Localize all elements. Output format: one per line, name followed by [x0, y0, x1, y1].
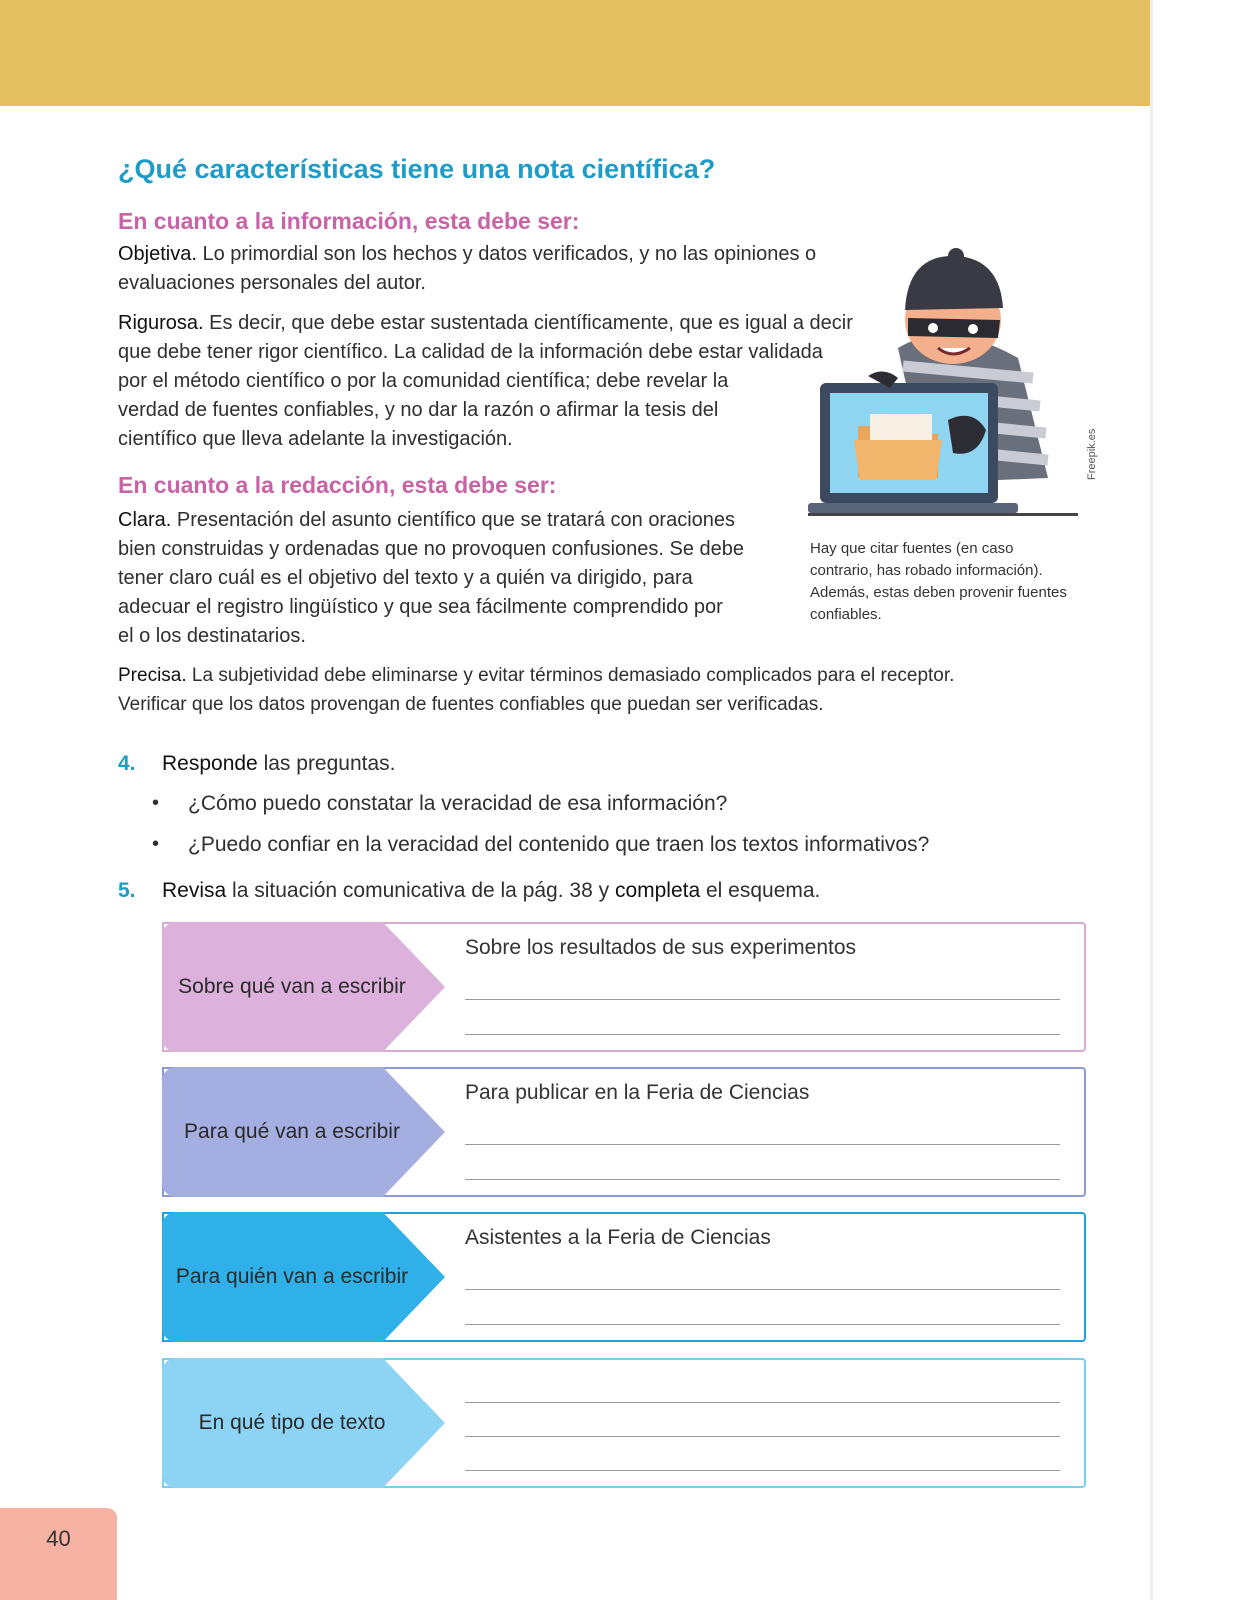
schema-label: Sobre qué van a escribir	[178, 975, 406, 998]
schema-row-para-que	[162, 1067, 1084, 1195]
answer-line	[465, 1402, 1060, 1403]
clara-line: Presentación del asunto científico que se tratará con oraciones	[171, 509, 736, 531]
page-edge	[1150, 0, 1153, 1600]
bullet-icon: •	[152, 833, 160, 855]
schema-label: En qué tipo de texto	[198, 1411, 386, 1434]
redaccion-section-title: En cuanto a la redacción, esta debe ser:	[118, 472, 557, 498]
precisa-line: La subjetividad debe eliminarse y evitar términos demasiado complicados para el receptor.	[186, 665, 955, 686]
question-item: ¿Cómo puedo constatar la veracidad de esa información?	[188, 792, 728, 815]
rigurosa-line: Es decir, que debe estar sustentada científicamente, que es igual a decir	[203, 312, 853, 334]
activity-4-instruction	[162, 752, 396, 776]
figure-caption	[810, 538, 1100, 626]
objetiva-line: Lo primordial son los hechos y datos verificados, y no las opiniones o	[196, 243, 817, 265]
info-section-title: En cuanto a la información, esta debe ser:	[118, 208, 580, 234]
answer-line	[465, 1436, 1060, 1437]
rigurosa-paragraph	[118, 309, 898, 454]
activity-4-verb: Responde	[162, 752, 258, 775]
activity-5-instruction	[162, 879, 820, 903]
clara-line: adecuar el registro lingüístico y que sea fácilmente comprendido por	[118, 596, 723, 618]
activity-5-rest: el esquema.	[700, 879, 821, 902]
rigurosa-term: Rigurosa.	[118, 312, 204, 334]
rigurosa-line: que debe tener rigor científico. La calidad de la información debe estar validada	[118, 341, 823, 363]
header-band	[0, 0, 1150, 106]
answer-line	[465, 999, 1060, 1000]
schema-row-sobre-que	[162, 922, 1084, 1050]
image-credit: Freepik.es	[1086, 428, 1098, 480]
schema-row-tipo-texto	[162, 1358, 1084, 1486]
clara-term: Clara.	[118, 509, 172, 531]
answer-line	[465, 1289, 1060, 1290]
activity-4-number: 4.	[118, 752, 136, 775]
page-number: 40	[46, 1526, 71, 1551]
answer-line	[465, 1144, 1060, 1145]
schema-label: Para qué van a escribir	[184, 1120, 400, 1143]
objetiva-paragraph	[118, 240, 898, 298]
activity-5-verb-revisa: Revisa	[162, 879, 227, 902]
objetiva-line: evaluaciones personales del autor.	[118, 272, 426, 294]
activity-5-middle: la situación comunicativa de la pág. 38 y	[226, 879, 615, 902]
bullet-icon: •	[152, 792, 160, 814]
answer-line	[465, 1324, 1060, 1325]
page-title: ¿Qué características tiene una nota científica?	[118, 154, 716, 184]
rigurosa-line: por el método científico o por la comunidad científica; debe revelar la	[118, 370, 729, 392]
activity-5-verb-completa: completa	[614, 879, 701, 902]
precisa-line: Verificar que los datos provengan de fuentes confiables que puedan ser verificadas.	[118, 694, 824, 715]
caption-line: confiables.	[810, 606, 882, 623]
clara-line: tener claro cuál es el objetivo del texto y a quién va dirigido, para	[118, 567, 693, 589]
rigurosa-line: científico que lleva adelante la investigación.	[118, 428, 513, 450]
rigurosa-line: verdad de fuentes confiables, y no dar la razón o afirmar la tesis del	[118, 399, 719, 421]
schema-answer: Para publicar en la Feria de Ciencias	[465, 1081, 810, 1104]
clara-line: el o los destinatarios.	[118, 625, 306, 647]
answer-line	[465, 1034, 1060, 1035]
schema-label: Para quién van a escribir	[175, 1265, 409, 1288]
question-item: ¿Puedo confiar en la veracidad del contenido que traen los textos informativos?	[188, 833, 930, 856]
answer-line	[465, 1179, 1060, 1180]
clara-paragraph	[118, 506, 788, 651]
objetiva-term: Objetiva.	[118, 243, 197, 265]
precisa-paragraph	[118, 661, 1078, 719]
thief-with-laptop-illustration	[808, 248, 1083, 528]
page-number-tab	[0, 1508, 117, 1600]
schema-answer: Asistentes a la Feria de Ciencias	[465, 1226, 771, 1249]
caption-line: contrario, has robado información).	[810, 562, 1043, 579]
answer-line	[465, 1470, 1060, 1471]
caption-line: Hay que citar fuentes (en caso	[810, 540, 1014, 557]
schema-row-para-quien	[162, 1212, 1084, 1340]
precisa-term: Precisa.	[118, 665, 187, 686]
clara-line: bien construidas y ordenadas que no provoquen confusiones. Se debe	[118, 538, 745, 560]
activity-4-rest: las preguntas.	[257, 752, 396, 775]
schema-answer: Sobre los resultados de sus experimentos	[465, 936, 857, 959]
caption-line: Además, estas deben provenir fuentes	[810, 584, 1067, 601]
activity-5-number: 5.	[118, 879, 136, 902]
